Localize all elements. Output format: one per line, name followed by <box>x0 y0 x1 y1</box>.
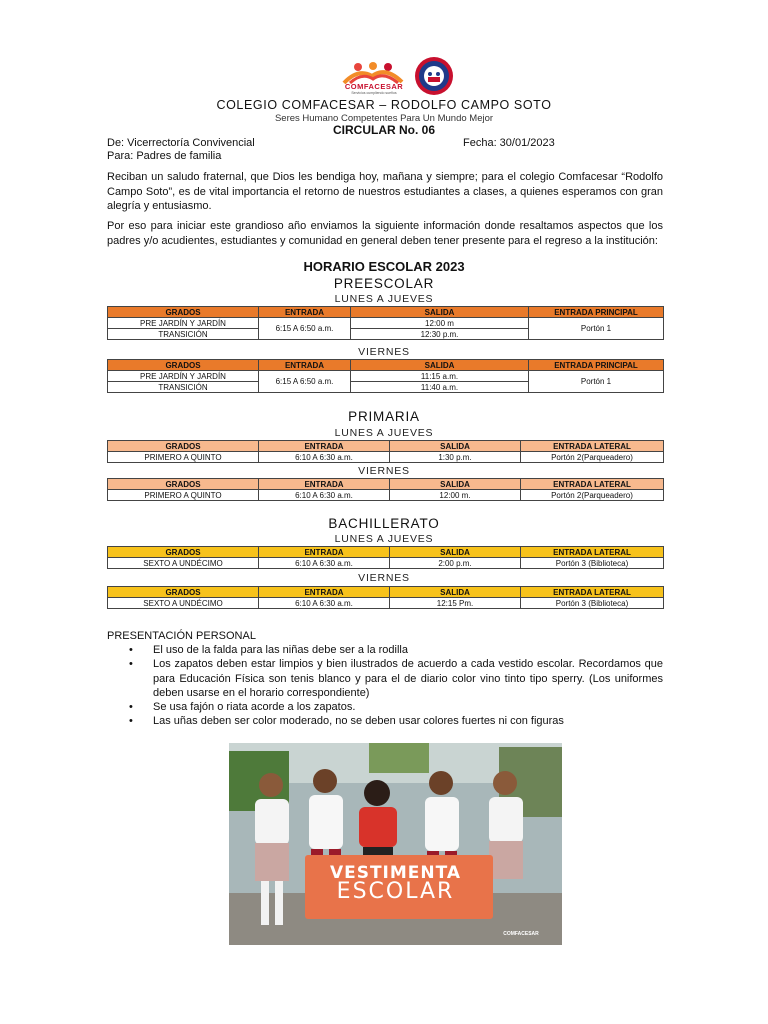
table-header-row <box>108 441 664 452</box>
col-header: SALIDA <box>351 360 529 371</box>
table-header-row <box>108 479 664 490</box>
table-row <box>108 558 664 569</box>
school-motto: Seres Humano Competentes Para Un Mundo Mejor <box>274 113 494 124</box>
col-header: ENTRADA <box>259 547 390 558</box>
salida-cell: 11:40 a.m. <box>351 382 529 393</box>
greeting-paragraph: Reciban un saludo fraternal, que Dios les bendiga hoy, mañana y siempre; para el colegio Comfacesar “Rodolfo Campo Soto”, es de vital importancia el retorno de nuestros estudiantes a clases, a quienes esperamos con gran alegría y entusiasmo. <box>107 171 663 212</box>
gate-cell: Portón 1 <box>529 318 664 340</box>
grade-cell: PRE JARDÍN Y JARDÍN <box>108 318 259 329</box>
entrada-cell: 6:10 A 6:30 a.m. <box>259 558 390 569</box>
bachillerato-weekdays-label: LUNES A JUEVES <box>334 533 434 545</box>
list-item: • Las uñas deben ser color moderado, no se deben usar colores fuertes ni con figuras <box>107 714 663 728</box>
salida-cell: 2:00 p.m. <box>390 558 521 569</box>
school-seal-icon <box>414 56 454 96</box>
bachillerato-friday-table <box>107 586 664 609</box>
presentacion-title: PRESENTACIÓN PERSONAL <box>107 630 256 642</box>
table-header-row <box>108 307 664 318</box>
bachillerato-title: BACHILLERATO <box>328 516 440 531</box>
col-header: GRADOS <box>108 307 259 318</box>
list-item: • Se usa fajón o riata acorde a los zapatos. <box>107 700 663 714</box>
table-row <box>108 598 664 609</box>
comfacesar-logo <box>334 60 412 96</box>
col-header: ENTRADA PRINCIPAL <box>529 307 664 318</box>
grade-cell: PRIMERO A QUINTO <box>108 452 259 463</box>
grade-cell: TRANSICIÓN <box>108 382 259 393</box>
entrada-cell: 6:15 A 6:50 a.m. <box>259 318 351 340</box>
list-item: • Los zapatos deben estar limpios y bien ilustrados de acuerdo a cada vestido escolar. Recordamos que para Educación Física son tenis blanco y para el de diario color vino tinto tipo sperry. (Los uniformes deben usarse en el horario correspondiente) <box>107 657 663 700</box>
table-header-row <box>108 360 664 371</box>
grade-cell: PRE JARDÍN Y JARDÍN <box>108 371 259 382</box>
bachillerato-friday-label: VIERNES <box>358 572 410 584</box>
grade-cell: SEXTO A UNDÉCIMO <box>108 558 259 569</box>
presentacion-list <box>107 643 663 729</box>
grade-cell: PRIMERO A QUINTO <box>108 490 259 501</box>
gate-cell: Portón 3 (Biblioteca) <box>521 558 664 569</box>
primaria-friday-table <box>107 478 664 501</box>
table-header-row <box>108 547 664 558</box>
salida-cell: 12:15 Pm. <box>390 598 521 609</box>
grade-cell: TRANSICIÓN <box>108 329 259 340</box>
logo-brand-text: COMFACESAR <box>344 82 404 91</box>
gate-cell: Portón 2(Parqueadero) <box>521 452 664 463</box>
col-header: SALIDA <box>390 479 521 490</box>
list-item: • El uso de la falda para las niñas debe ser a la rodilla <box>107 643 663 657</box>
circular-number: CIRCULAR No. 06 <box>332 123 435 137</box>
col-header: ENTRADA PRINCIPAL <box>529 360 664 371</box>
col-header: GRADOS <box>108 587 259 598</box>
sender: De: Vicerrectoría Convivencial <box>107 137 255 149</box>
gate-cell: Portón 1 <box>529 371 664 393</box>
date: Fecha: 30/01/2023 <box>463 137 555 149</box>
col-header: ENTRADA LATERAL <box>521 441 664 452</box>
col-header: ENTRADA <box>259 587 390 598</box>
primaria-friday-label: VIERNES <box>358 465 410 477</box>
salida-cell: 12:00 m <box>351 318 529 329</box>
preescolar-weekdays-table <box>107 306 664 340</box>
school-name: COLEGIO COMFACESAR – RODOLFO CAMPO SOTO <box>216 98 552 112</box>
col-header: GRADOS <box>108 547 259 558</box>
salida-cell: 11:15 a.m. <box>351 371 529 382</box>
table-row <box>108 371 664 382</box>
gate-cell: Portón 3 (Biblioteca) <box>521 598 664 609</box>
col-header: GRADOS <box>108 441 259 452</box>
preescolar-title: PREESCOLAR <box>333 276 435 291</box>
comfacesar-figures-icon <box>340 62 406 84</box>
salida-cell: 1:30 p.m. <box>390 452 521 463</box>
banner-line1: VESTIMENTA <box>329 863 462 883</box>
preescolar-friday-table <box>107 359 664 393</box>
col-header: SALIDA <box>390 547 521 558</box>
col-header: ENTRADA LATERAL <box>521 547 664 558</box>
col-header: ENTRADA <box>259 307 351 318</box>
col-header: ENTRADA <box>259 441 390 452</box>
salida-cell: 12:00 m. <box>390 490 521 501</box>
entrada-cell: 6:10 A 6:30 a.m. <box>259 490 390 501</box>
header-logos <box>330 56 470 98</box>
photo-logo: COMFACESAR <box>503 931 539 937</box>
primaria-weekdays-table <box>107 440 664 463</box>
table-row <box>108 452 664 463</box>
students-illustration <box>229 743 562 945</box>
col-header: ENTRADA LATERAL <box>521 587 664 598</box>
col-header: ENTRADA <box>259 479 390 490</box>
gate-cell: Portón 2(Parqueadero) <box>521 490 664 501</box>
schedule-title: HORARIO ESCOLAR 2023 <box>303 259 465 274</box>
logo-tagline: Servicios cumpliendo sueños <box>351 91 397 95</box>
table-row <box>108 318 664 329</box>
recipient: Para: Padres de familia <box>107 150 222 162</box>
salida-cell: 12:30 p.m. <box>351 329 529 340</box>
primaria-weekdays-label: LUNES A JUEVES <box>334 427 434 439</box>
table-header-row <box>108 587 664 598</box>
col-header: GRADOS <box>108 360 259 371</box>
primaria-title: PRIMARIA <box>348 409 420 424</box>
preescolar-weekdays-label: LUNES A JUEVES <box>334 293 434 305</box>
col-header: SALIDA <box>351 307 529 318</box>
col-header: ENTRADA LATERAL <box>521 479 664 490</box>
table-row <box>108 490 664 501</box>
entrada-cell: 6:10 A 6:30 a.m. <box>259 452 390 463</box>
col-header: GRADOS <box>108 479 259 490</box>
entrada-cell: 6:15 A 6:50 a.m. <box>259 371 351 393</box>
uniform-photo <box>229 743 562 945</box>
grade-cell: SEXTO A UNDÉCIMO <box>108 598 259 609</box>
banner-line2: ESCOLAR <box>336 879 455 904</box>
col-header: SALIDA <box>390 587 521 598</box>
col-header: SALIDA <box>390 441 521 452</box>
col-header: ENTRADA <box>259 360 351 371</box>
info-paragraph: Por eso para iniciar este grandioso año enviamos la siguiente información donde resaltamos aspectos que los padres y/o acudientes, estudiantes y comunidad en general deben tener presente para el regreso a la institución: <box>107 220 663 247</box>
entrada-cell: 6:10 A 6:30 a.m. <box>259 598 390 609</box>
bachillerato-weekdays-table <box>107 546 664 569</box>
preescolar-friday-label: VIERNES <box>358 346 410 358</box>
